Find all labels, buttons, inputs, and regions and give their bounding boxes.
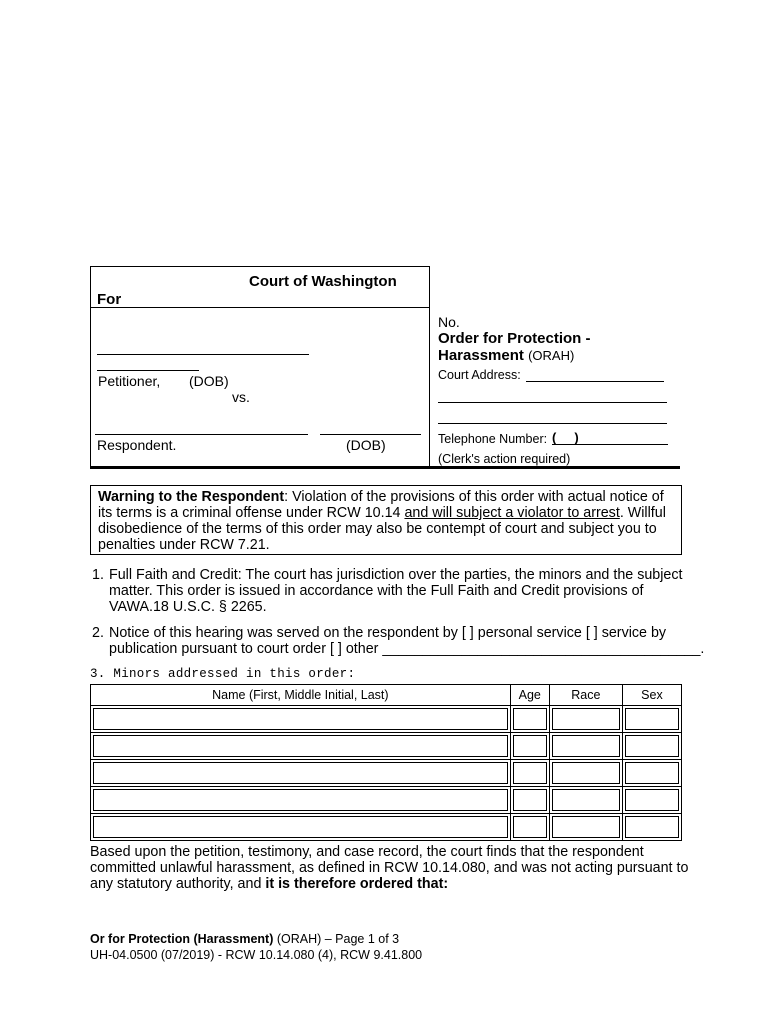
name-cell[interactable] [91, 787, 511, 814]
table-row [91, 814, 682, 841]
warning-lead: Warning to the Respondent [98, 489, 285, 505]
age-cell[interactable] [510, 760, 549, 787]
race-cell[interactable] [549, 814, 622, 841]
item-number: 2. [92, 625, 104, 641]
finding-line: Based upon the petition, testimony, and case record, the court finds that the respondent [90, 844, 644, 860]
finding-colon: : [443, 876, 449, 892]
document-title-line2 [438, 347, 574, 364]
item-line: publication pursuant to court order [ ] other ________________________________________. [109, 641, 705, 657]
petitioner-dob-label: (DOB) [189, 373, 229, 389]
clerk-note: (Clerk's action required) [438, 452, 571, 466]
footer-form-title: Or for Protection (Harassment) [90, 932, 274, 946]
telephone-label: Telephone Number: [438, 432, 548, 446]
name-cell[interactable] [91, 814, 511, 841]
race-cell[interactable] [549, 733, 622, 760]
sex-cell[interactable] [622, 706, 681, 733]
table-header-row [91, 685, 682, 706]
footer-line-2: UH-04.0500 (07/2019) - RCW 10.14.080 (4), RCW 9.41.800 [90, 948, 423, 962]
finding-paragraph [90, 844, 690, 892]
court-address-label: Court Address: [438, 368, 521, 382]
caption-left-box [90, 266, 430, 466]
col-name-header: Name (First, Middle Initial, Last) [91, 685, 511, 706]
case-number-label: No. [438, 314, 460, 330]
item-line: matter. This order is issued in accordance with the Full Faith and Credit provisions of [109, 583, 644, 599]
race-cell[interactable] [549, 706, 622, 733]
sex-cell[interactable] [622, 733, 681, 760]
race-cell[interactable] [549, 760, 622, 787]
name-cell[interactable] [91, 760, 511, 787]
table-row [91, 787, 682, 814]
name-cell[interactable] [91, 706, 511, 733]
page-footer [90, 931, 422, 963]
vs-label: vs. [232, 389, 250, 405]
name-cell[interactable] [91, 733, 511, 760]
finding-line3-plain: any statutory authority, and [90, 876, 266, 892]
caption-divider [90, 307, 430, 308]
sex-cell[interactable] [622, 814, 681, 841]
age-cell[interactable] [510, 814, 549, 841]
table-row [91, 706, 682, 733]
telephone-paren: ( ) [552, 430, 579, 445]
warning-text-1: : Violation of the provisions of this order with actual notice of its terms is a criminal offense under RCW 10.14 [98, 489, 664, 521]
sex-cell[interactable] [622, 787, 681, 814]
age-cell[interactable] [510, 706, 549, 733]
respondent-label: Respondent. [97, 437, 177, 453]
sex-cell[interactable] [622, 760, 681, 787]
table-row [91, 760, 682, 787]
finding-ordered: it is therefore ordered that [265, 876, 444, 892]
document-title: Order for Protection - [438, 330, 591, 347]
petitioner-name-line[interactable] [97, 354, 309, 355]
finding-line: committed unlawful harassment, as defined in RCW 10.14.080, and was not acting pursuant to [90, 860, 689, 876]
item-line: VAWA.18 U.S.C. § 2265. [109, 599, 267, 615]
court-name: Court of Washington [249, 273, 397, 290]
item-line: Notice of this hearing was served on the respondent by [ ] personal service [ ] service by [109, 625, 667, 641]
race-cell[interactable] [549, 787, 622, 814]
title-harassment: Harassment [438, 347, 524, 364]
respondent-dob-label: (DOB) [346, 437, 386, 453]
court-address-line-3[interactable] [438, 423, 667, 424]
warning-text-2: . Willful disobedience of the terms of this order may also be contempt of court and subject you to penalties under RCW 7.21. [98, 505, 666, 553]
item-full-faith-credit [92, 567, 692, 617]
telephone-line[interactable] [552, 444, 668, 445]
court-address-line-2[interactable] [438, 402, 667, 403]
col-sex-header: Sex [622, 685, 681, 706]
item-notice-of-hearing [92, 625, 705, 659]
minors-table [90, 684, 682, 841]
respondent-dob-line[interactable] [320, 434, 421, 435]
age-cell[interactable] [510, 733, 549, 760]
item-number: 1. [92, 567, 104, 583]
petitioner-label: Petitioner, [98, 373, 161, 389]
warning-underlined: and will subject a violator to arrest [404, 505, 620, 521]
table-row [91, 733, 682, 760]
finding-line [90, 876, 690, 892]
court-address-line-1[interactable] [526, 381, 664, 382]
minors-heading: 3. Minors addressed in this order: [90, 667, 356, 681]
item-line: Full Faith and Credit: The court has jurisdiction over the parties, the minors and the subject [109, 567, 683, 583]
petitioner-name-line-2[interactable] [97, 370, 199, 371]
for-label: For [97, 291, 122, 308]
respondent-name-line[interactable] [95, 434, 308, 435]
title-abbrev: (ORAH) [528, 348, 575, 363]
footer-line-1 [90, 931, 422, 947]
col-age-header: Age [510, 685, 549, 706]
col-race-header: Race [549, 685, 622, 706]
footer-page: (ORAH) – Page 1 of 3 [273, 932, 400, 946]
caption-bottom-rule [90, 466, 680, 469]
warning-box [90, 485, 682, 555]
age-cell[interactable] [510, 787, 549, 814]
